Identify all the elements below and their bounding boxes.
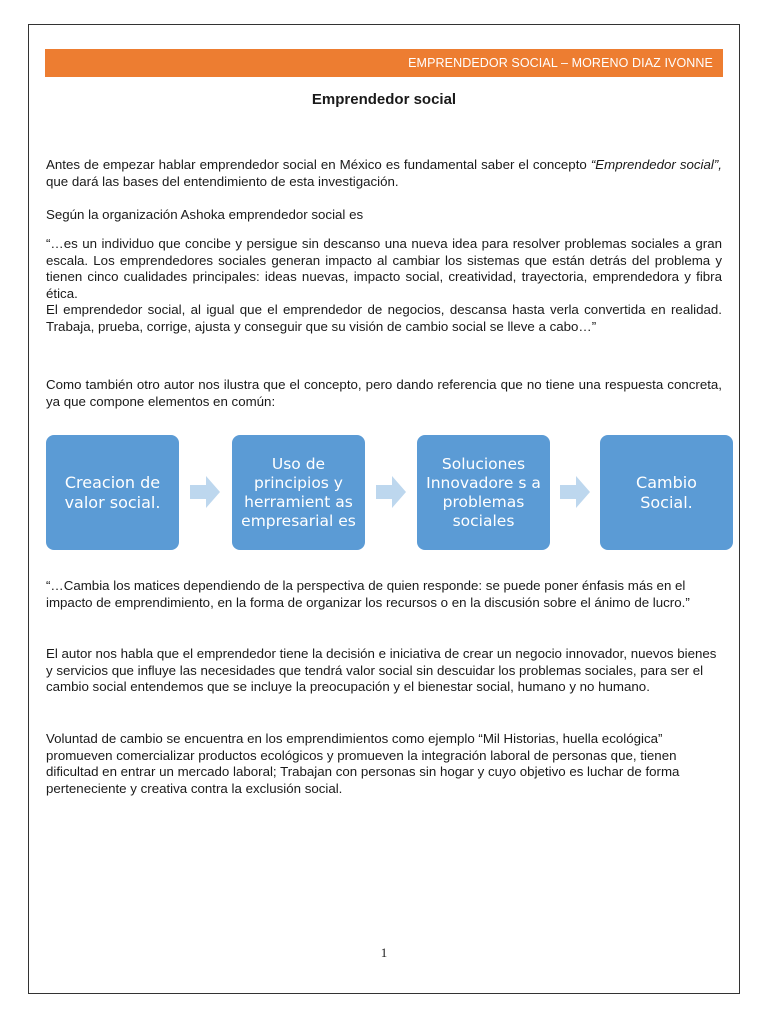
flow-step-soluciones xyxy=(417,435,550,550)
ashoka-paragraph: Según la organización Ashoka emprendedor social es xyxy=(46,207,364,222)
flow-step-label: Creacion de valor social. xyxy=(64,472,161,512)
header-bar: EMPRENDEDOR SOCIAL – MORENO DIAZ IVONNE xyxy=(45,49,723,77)
intro-concept-italic: “Emprendedor social”, xyxy=(590,157,722,172)
intro-paragraph xyxy=(46,157,722,190)
page-number: 1 xyxy=(380,945,388,960)
flow-step-label: Soluciones Innovadore s a problemas sociales xyxy=(426,454,541,530)
ashoka-quote-part2: El emprendedor social, al igual que el emprendedor de negocios, descansa hasta verla convertida en realidad. Trabaja, prueba, corrige, ajusta y conseguir que su visión de cambio social se lleve a cabo…” xyxy=(46,302,722,334)
document-page xyxy=(28,24,740,994)
process-flow-diagram xyxy=(46,435,736,550)
document-title: Emprendedor social xyxy=(311,91,457,108)
flow-arrow-icon xyxy=(190,476,220,508)
flow-step-valor-social xyxy=(46,435,179,550)
flow-step-cambio-social xyxy=(600,435,733,550)
flow-step-label: Cambio Social. xyxy=(636,472,697,512)
intro-text-after: que dará las bases del entendimiento de esta investigación. xyxy=(46,173,399,189)
ashoka-quote xyxy=(46,236,722,335)
flow-step-label: Uso de principios y herramient as empresarial es xyxy=(241,454,356,530)
voluntad-paragraph: Voluntad de cambio se encuentra en los emprendimientos como ejemplo “Mil Historias, huella ecológica” promueven comercializar productos ecológicos y promueven la integración laboral de personas que, tienen dificultad en entrar un mercado laboral; Trabajan con personas sin hogar y cuyo objetivo es luchar de forma perteneciente y creativa contra la exclusión social. xyxy=(46,731,680,796)
intro-text-before: Antes de empezar hablar emprendedor social en México es fundamental saber el concepto xyxy=(46,157,591,172)
ashoka-quote-part1: “…es un individuo que concibe y persigue sin descanso una nueva idea para resolver problemas sociales a gran escala. Los emprendedores sociales generan impacto al cambiar los sistemas que están detrás del problema y tienen cinco cualidades principales: ideas nuevas, impacto social, creatividad, trayectoria, emprendedora y fibra ética. xyxy=(46,236,722,301)
flow-step-principios xyxy=(232,435,365,550)
flow-arrow-icon xyxy=(560,476,590,508)
flow-arrow-icon xyxy=(376,476,406,508)
matices-quote: “…Cambia los matices dependiendo de la perspectiva de quien responde: se puede poner énfasis más en el impacto de emprendimiento, en la forma de organizar los recursos o en la discusión sobre el ánimo de lucro.” xyxy=(46,578,690,610)
autor-paragraph: El autor nos habla que el emprendedor tiene la decisión e iniciativa de crear un negocio innovador, nuevos bienes y servicios que influye las necesidades que tendrá valor social sin descuidar los problemas sociales, para ser el cambio social entendemos que se incluye la preocupación y el bienestar social, humano y no humano. xyxy=(46,646,717,694)
concept-paragraph: Como también otro autor nos ilustra que el concepto, pero dando referencia que no tiene una respuesta concreta, ya que compone elementos en común: xyxy=(46,377,722,409)
